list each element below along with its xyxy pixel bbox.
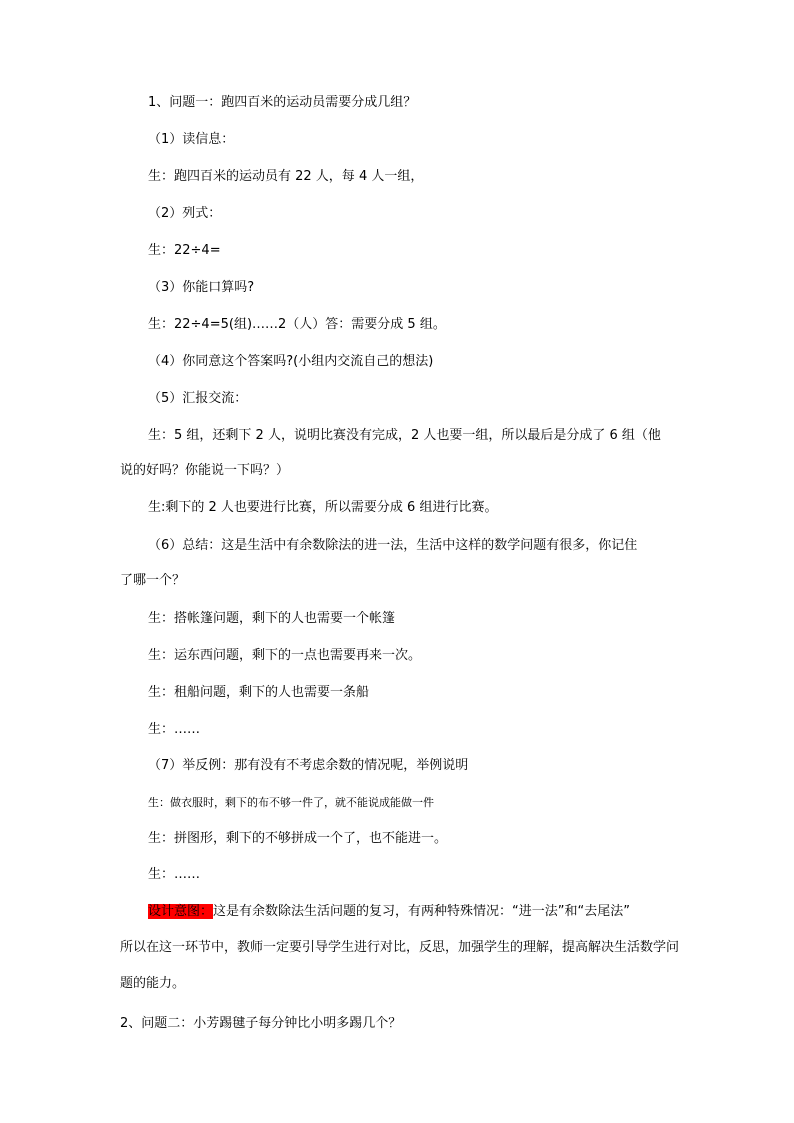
step-1-read-info: （1）读信息： [148, 132, 235, 147]
step-5-report: （5）汇报交流： [148, 391, 248, 406]
question-2-heading: 2、问题二：小芳踢毽子每分钟比小明多踢几个？ [120, 1016, 402, 1031]
student-answer-4-line2: 说的好吗？你能说一下吗？） [120, 463, 290, 478]
step-4-agree: （4）你同意这个答案吗?(小组内交流自己的想法) [148, 354, 434, 369]
question-1-heading: 1、问题一：跑四百米的运动员需要分成几组？ [148, 95, 417, 110]
step-3-mental-math: （3）你能口算吗? [148, 280, 255, 295]
student-answer-transport: 生：运东西问题，剩下的一点也需要再来一次。 [148, 648, 422, 663]
student-answer-3: 生：22÷4=5(组)……2（人）答：需要分成 5 组。 [148, 317, 446, 332]
student-answer-4-line1: 生：5 组，还剩下 2 人，说明比赛没有完成，2 人也要一组，所以最后是分成了 6 组（他 [148, 428, 661, 443]
step-7-counterexample: （7）举反例：那有没有不考虑余数的情况呢，举例说明 [148, 758, 469, 773]
student-answer-2: 生：22÷4= [148, 243, 221, 258]
student-answer-tent: 生：搭帐篷问题，剩下的人也需要一个帐篷 [148, 611, 396, 626]
design-intent-line3: 题的能力。 [120, 976, 186, 991]
design-intent-label: 设计意图： [148, 904, 214, 919]
step-6-summary-line1: （6）总结：这是生活中有余数除法的进一法，生活中这样的数学问题有很多，你记住 [148, 538, 638, 553]
design-intent-line1 [148, 903, 630, 921]
design-intent-text-1: 这是有余数除法生活问题的复习，有两种特殊情况：“进一法”和“去尾法” [213, 904, 630, 919]
student-answer-puzzle: 生：拼图形，剩下的不够拼成一个了，也不能进一。 [148, 831, 448, 846]
step-2-formula: （2）列式： [148, 206, 222, 221]
student-answer-boat: 生：租船问题，剩下的人也需要一条船 [148, 685, 370, 700]
student-answer-ellipsis-2: 生：…… [148, 867, 201, 882]
design-intent-line2: 所以在这一环节中，教师一定要引导学生进行对比，反思，加强学生的理解，提高解决生活数学问 [120, 940, 680, 955]
student-answer-5: 生:剩下的 2 人也要进行比赛，所以需要分成 6 组进行比赛。 [148, 500, 498, 515]
student-answer-1: 生：跑四百米的运动员有 22 人，每 4 人一组， [148, 169, 424, 184]
student-answer-ellipsis-1: 生：…… [148, 722, 201, 737]
student-answer-clothes: 生：做衣服时，剩下的布不够一件了，就不能说成能做一件 [148, 796, 434, 809]
step-6-summary-line2: 了哪一个？ [120, 573, 186, 588]
